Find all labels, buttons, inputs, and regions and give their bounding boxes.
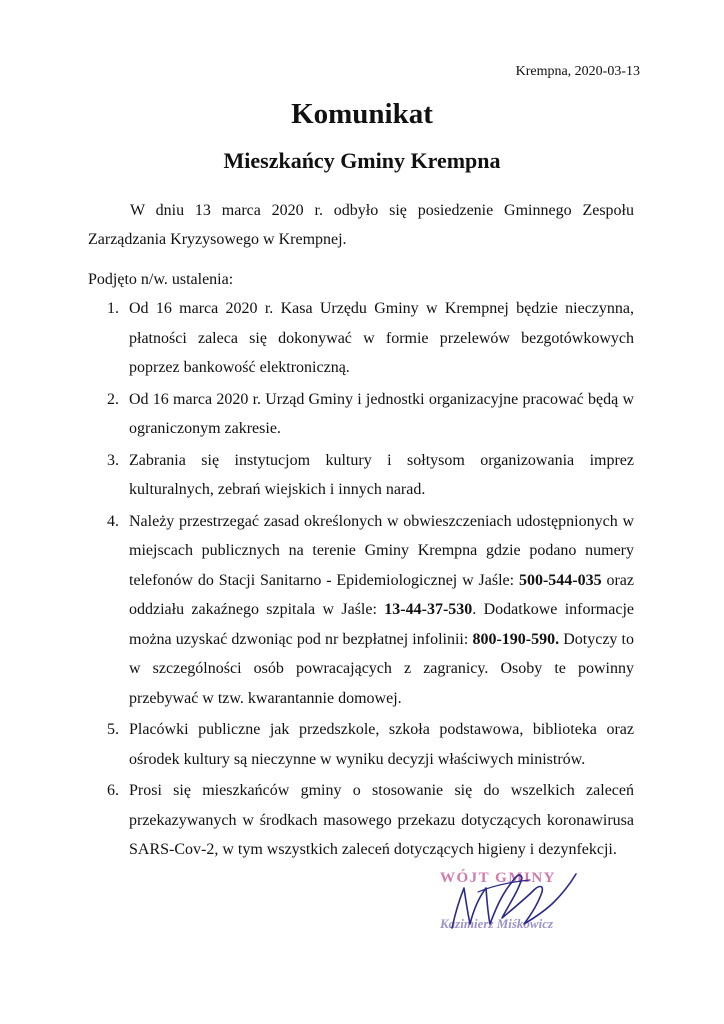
list-item-text: Od 16 marca 2020 r. Urząd Gminy i jednostki organizacyjne pracować będą w ograniczonym zakresie. [129,390,634,437]
stamp-name: Kazimierz Miśkowicz [440,916,554,931]
intro-paragraph: W dniu 13 marca 2020 r. odbyło się posiedzenie Gminnego Zespołu Zarządzania Kryzysowego w Krempnej. [88,202,634,248]
stamp-title: WÓJT GMINY [440,870,556,886]
hospital-phone: 13-44-37-530 [384,601,473,618]
decision-list [88,294,634,867]
list-item-number: 6. [107,782,119,799]
list-item [88,776,634,865]
document-subtitle: Mieszkańcy Gminy Krempna [223,148,501,173]
list-item-text: Dotyczy to w szczególności osób powracających z zagranicy. Osoby te powinny przebywać w tzw. kwarantannie domowej. [129,630,634,707]
document-title: Komunikat [291,98,433,130]
list-lead: Podjęto n/w. ustalenia: [88,271,234,288]
list-item-text: Placówki publiczne jak przedszkole, szkoła podstawowa, biblioteka oraz ośrodek kultury są nieczynne w wyniku decyzji właściwych ministrów. [129,721,634,768]
hotline-phone: 800-190-590. [472,630,560,648]
list-item-number: 3. [107,451,119,469]
sanepid-phone: 500-544-035 [518,571,602,589]
list-item-text: Prosi się mieszkańców gminy o stosowanie się do wszelkich zaleceń przekazywanych w środkach masowego przekazu dotyczących koronawirusa SARS-Cov-2, w tym wszystkich zaleceń dotyczących higieny i dezynfekcji. [129,782,634,858]
list-item-text: Od 16 marca 2020 r. Kasa Urzędu Gminy w Krempnej będzie nieczynna, płatności zaleca się dokonywać w formie przelewów bezgotówkowych poprzez bankowość elektroniczną. [129,300,634,376]
list-item [88,446,634,505]
list-item-number: 2. [107,390,119,408]
list-item [88,294,634,383]
official-stamp [430,858,620,948]
list-item [88,715,634,774]
handwritten-signature [430,858,620,948]
list-item-text: . Dodatkowe informacje można uzyskać dzwoniąc pod nr bezpłatnej infolinii: [129,601,634,648]
list-item-text: Należy przestrzegać zasad określonych w obwieszczeniach udostępnionych w miejscach publicznych na terenie Gminy Krempna gdzie podano numery telefonów do Stacji Sanitarno - Epidemiologicznej w Jaśle: [129,512,634,589]
list-item-text: Zabrania się instytucjom kultury i sołtysom organizowania imprez kulturalnych, zebrań wiejskich i innych narad. [129,451,634,498]
date-line: Krempna, 2020-03-13 [515,64,640,79]
list-item [88,385,634,444]
list-item-number: 4. [107,512,119,530]
list-item [88,507,634,714]
list-item-number: 5. [107,721,119,738]
list-item-number: 1. [107,300,119,317]
list-item-text: oraz oddziału zakaźnego szpitala w Jaśle: [129,571,635,618]
